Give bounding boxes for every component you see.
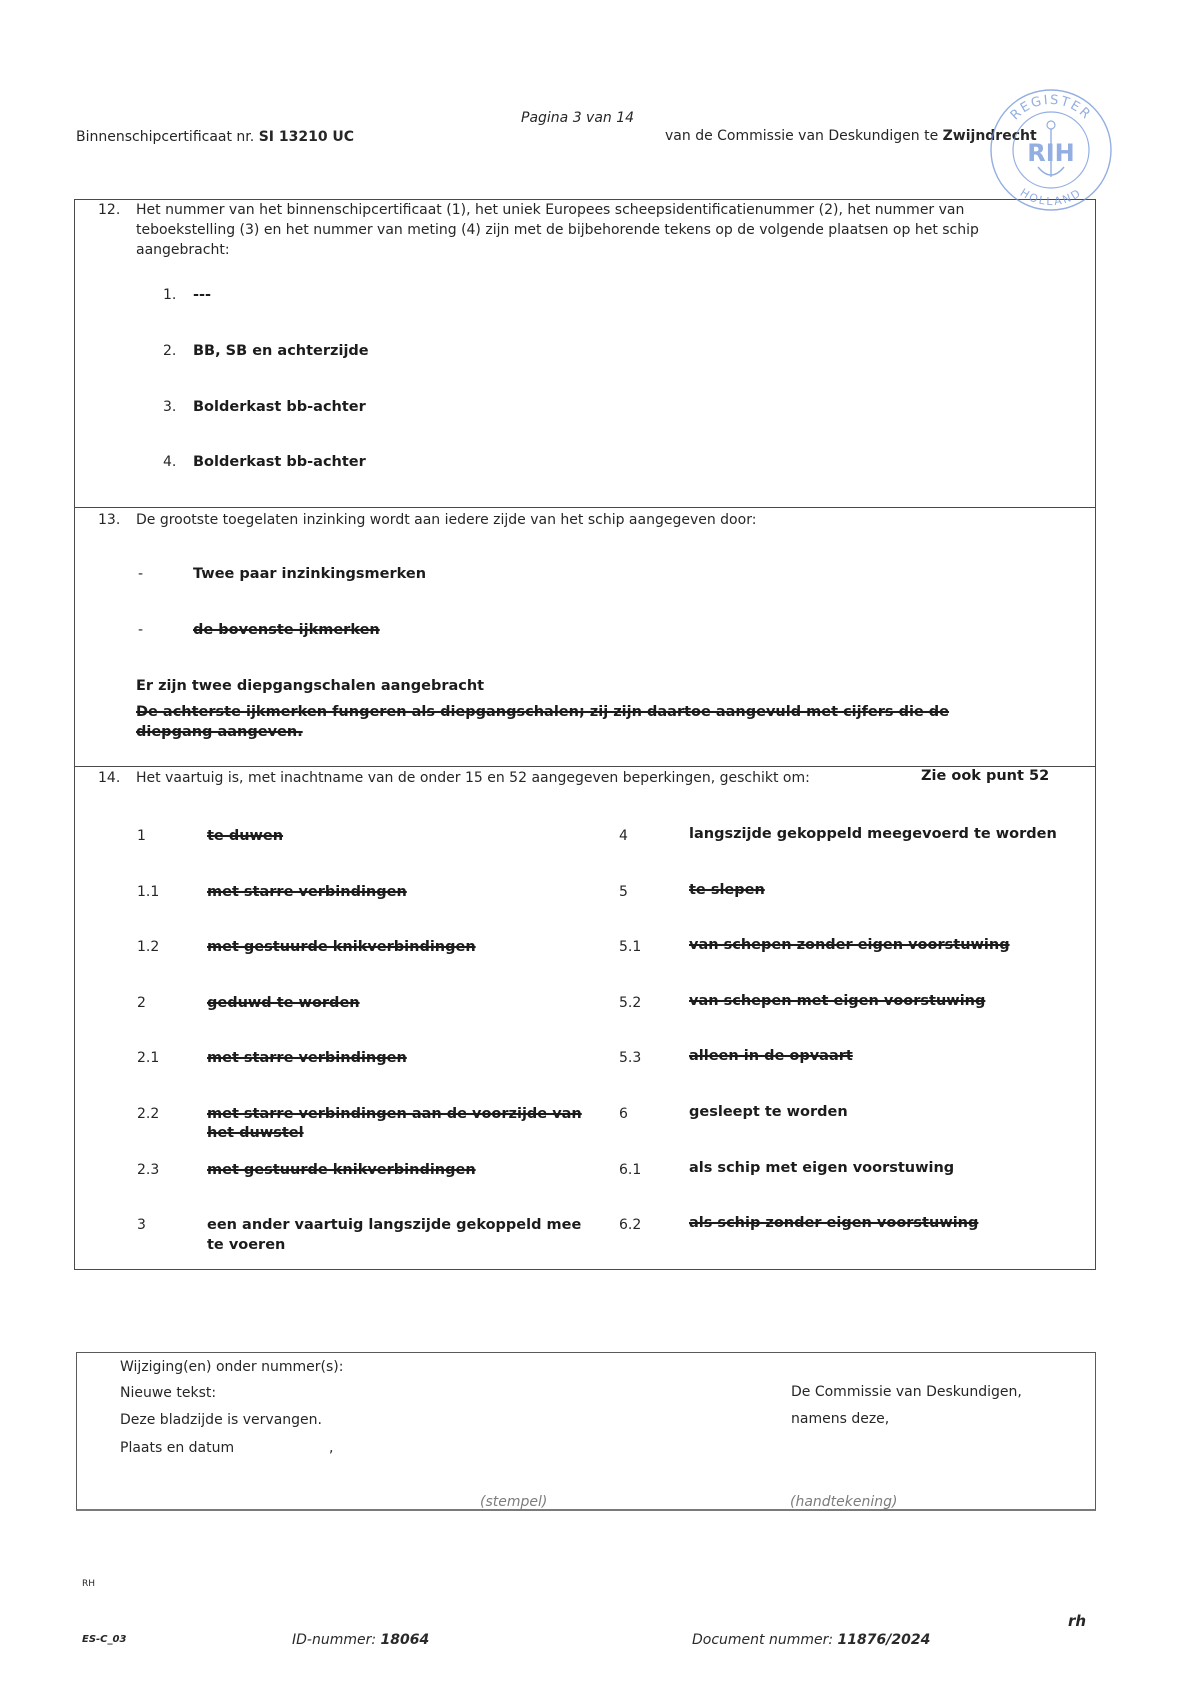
stamp-top-text: REGISTER: [1007, 92, 1095, 124]
section-12-item-number: 1.: [163, 287, 177, 303]
section-14-number: 14.: [98, 770, 121, 786]
capability-number: 4: [619, 828, 628, 844]
capability-text-continuation: te voeren: [207, 1237, 286, 1253]
form-code: ES-C_03: [82, 1634, 127, 1645]
section-divider-13: [74, 507, 1096, 508]
capability-text: als schip met eigen voorstuwing: [689, 1160, 955, 1176]
section-12-item-number: 3.: [163, 399, 177, 415]
section-14-intro: Het vaartuig is, met inachtname van de onder 15 en 52 aangegeven beperkingen, geschikt om:: [136, 770, 810, 786]
commission-label: van de Commissie van Deskundigen te: [665, 128, 939, 144]
section-13-number: 13.: [98, 512, 121, 528]
id-number-line: [292, 1631, 429, 1649]
page-indicator: Pagina 3 van 14: [521, 110, 635, 126]
section-13-intro: De grootste toegelaten inzinking wordt aan iedere zijde van het schip aangegeven door:: [136, 512, 757, 528]
id-number-label: ID-nummer:: [292, 1632, 377, 1648]
changes-label: Wijziging(en) onder nummer(s):: [120, 1359, 344, 1375]
capability-text: gesleept te worden: [689, 1104, 848, 1120]
capability-text-continuation: het duwstel: [207, 1125, 304, 1141]
certificate-number-line: [76, 128, 354, 146]
capability-number: 2.3: [137, 1162, 160, 1178]
document-number-line: [692, 1631, 930, 1649]
certificate-number: SI 13210 UC: [258, 129, 355, 145]
section-12-intro-line-1: Het nummer van het binnenschipcertificaat (1), het uniek Europees scheepsidentificatienummer (2), het nummer van: [136, 202, 965, 218]
section-13-bullet: -: [138, 622, 144, 638]
capability-number: 5: [619, 884, 628, 900]
capability-number: 1: [137, 828, 146, 844]
capability-text: alleen in de opvaart: [689, 1048, 853, 1064]
capability-text: met gestuurde knikverbindingen: [207, 1162, 476, 1178]
capability-number: 2.2: [137, 1106, 160, 1122]
section-12-item-number: 4.: [163, 454, 177, 470]
capability-text: als schip zonder eigen voorstuwing: [689, 1215, 979, 1231]
capability-number: 2: [137, 995, 146, 1011]
place-date-separator: ,: [329, 1440, 334, 1456]
footer-initials: RH: [82, 1579, 96, 1589]
section-12-item-text: Bolderkast bb-achter: [193, 399, 366, 415]
document-number-value: 11876/2024: [837, 1632, 931, 1648]
page-replaced-label: Deze bladzijde is vervangen.: [120, 1412, 322, 1428]
section-12-intro-line-2: teboekstelling (3) en het nummer van meting (4) zijn met de bijbehorende tekens op de volgende plaatsen op het schip: [136, 222, 979, 238]
commission-city: Zwijndrecht: [942, 128, 1037, 144]
section-13-note: Er zijn twee diepgangschalen aangebracht: [136, 678, 485, 694]
capability-text: te slepen: [689, 882, 765, 898]
certificate-label: Binnenschipcertificaat nr.: [76, 129, 255, 145]
section-12-item-number: 2.: [163, 343, 177, 359]
capability-text: te duwen: [207, 828, 284, 844]
commission-signature-line-2: namens deze,: [791, 1411, 890, 1427]
stamp-bottom-text: HOLLAND: [1017, 186, 1085, 209]
section-13-bullet: -: [138, 566, 144, 582]
capability-text: geduwd te worden: [207, 995, 360, 1011]
capability-text: met gestuurde knikverbindingen: [207, 939, 476, 955]
section-12-item-text: Bolderkast bb-achter: [193, 454, 366, 470]
section-13-item-text: de bovenste ijkmerken: [193, 622, 380, 638]
register-stamp: [986, 85, 1116, 215]
stamp-caption: (stempel): [480, 1494, 548, 1510]
section-12-item-text: ---: [193, 287, 212, 303]
handwritten-initials: rh: [1068, 1612, 1087, 1630]
capability-number: 1.2: [137, 939, 160, 955]
capability-text: met starre verbindingen: [207, 1050, 407, 1066]
place-date-label: Plaats en datum: [120, 1440, 235, 1456]
signature-caption: (handtekening): [790, 1494, 898, 1510]
capability-text: van schepen met eigen voorstuwing: [689, 993, 986, 1009]
commission-line: [665, 127, 1037, 145]
document-number-label: Document nummer:: [692, 1632, 834, 1648]
capability-number: 6: [619, 1106, 628, 1122]
section-14-see-also: Zie ook punt 52: [921, 768, 1050, 784]
capability-number: 5.3: [619, 1050, 642, 1066]
capability-number: 2.1: [137, 1050, 160, 1066]
anchor-icon: [1047, 121, 1055, 129]
capability-number: 1.1: [137, 884, 160, 900]
section-13-struck-note-line-1: De achterste ijkmerken fungeren als diepgangschalen; zij zijn daartoe aangevuld met cijfers die de: [136, 704, 950, 720]
section-13-struck-note-line-2: diepgang aangeven.: [136, 724, 303, 740]
new-text-label: Nieuwe tekst:: [120, 1385, 217, 1401]
section-13-item-text: Twee paar inzinkingsmerken: [193, 566, 427, 582]
capability-text: met starre verbindingen aan de voorzijde van: [207, 1106, 582, 1122]
section-12-item-text: BB, SB en achterzijde: [193, 343, 369, 359]
capability-number: 6.2: [619, 1217, 642, 1233]
capability-text: met starre verbindingen: [207, 884, 407, 900]
commission-signature-line-1: De Commissie van Deskundigen,: [791, 1384, 1022, 1400]
capability-text: van schepen zonder eigen voorstuwing: [689, 937, 1010, 953]
capability-number: 5.2: [619, 995, 642, 1011]
capability-text: langszijde gekoppeld meegevoerd te worden: [689, 826, 1057, 842]
id-number-value: 18064: [380, 1632, 430, 1648]
capability-text: een ander vaartuig langszijde gekoppeld mee: [207, 1217, 582, 1233]
capability-number: 3: [137, 1217, 146, 1233]
capability-number: 6.1: [619, 1162, 642, 1178]
section-12-intro-line-3: aangebracht:: [136, 242, 230, 258]
capability-number: 5.1: [619, 939, 642, 955]
stamp-monogram: RIH: [1027, 139, 1075, 167]
section-12-number: 12.: [98, 202, 121, 218]
